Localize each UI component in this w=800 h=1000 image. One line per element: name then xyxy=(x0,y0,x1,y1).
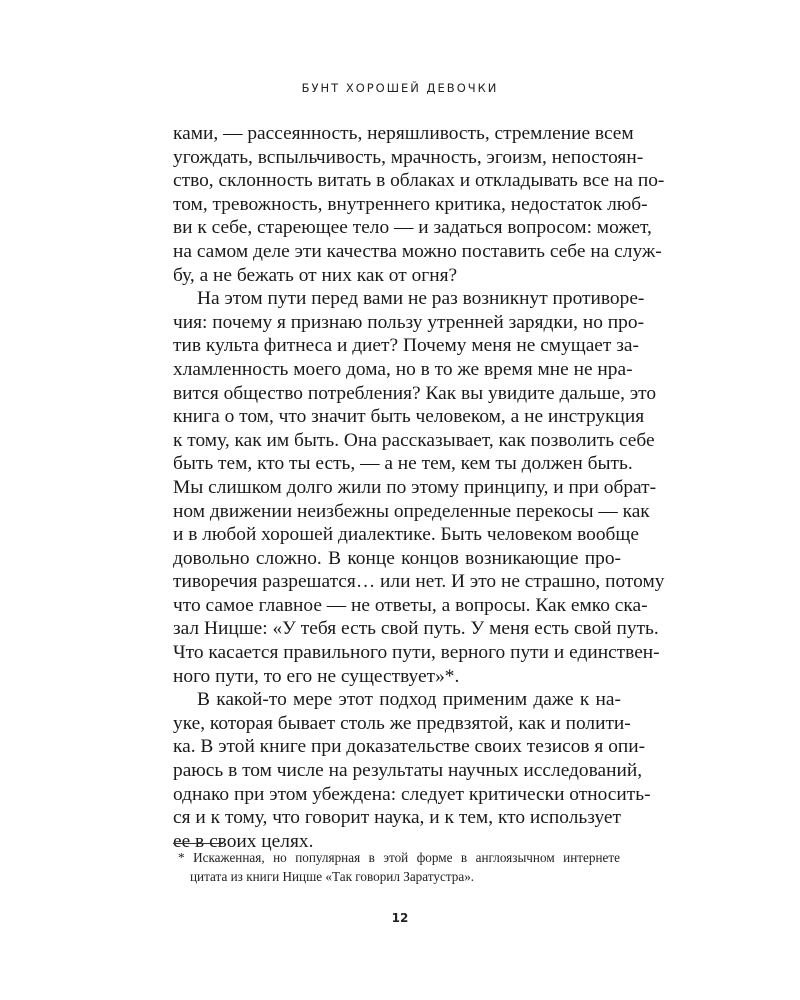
text-line: однако при этом убеждена: следует критически относить- xyxy=(173,783,651,805)
text-line: тиворечия разрешатся… или нет. И это не страшно, потому xyxy=(173,571,665,593)
text-line: ка. В этой книге при доказательстве своих тезисов я опи- xyxy=(173,736,646,758)
running-title: БУНТ ХОРОШЕЙ ДЕВОЧКИ xyxy=(301,81,499,95)
footnote xyxy=(178,848,620,886)
text-line: тив культа фитнеса и диет? Почему меня не смущает за- xyxy=(173,335,639,357)
text-line: и в любой хорошей диалектике. Быть человеком вообще xyxy=(173,524,639,546)
text-line: ном движении неизбежны определенные перекосы — как xyxy=(173,500,650,522)
text-line: хламленность моего дома, но в то же время мне не нра- xyxy=(173,358,633,380)
paragraph-start: На этом пути перед вами не раз возникнут противоре- xyxy=(197,288,645,310)
page-number: 12 xyxy=(391,911,409,925)
text-line: вится общество потребления? Как вы увидите дальше, это xyxy=(173,382,657,404)
text-line: на самом деле эти качества можно поставить себе на служ- xyxy=(173,240,662,262)
text-line: Мы слишком долго жили по этому принципу, и при обрат- xyxy=(173,476,657,498)
text-line: к тому, как им быть. Она рассказывает, как позволить себе xyxy=(173,429,655,451)
text-line: ся и к тому, что говорит наука, и к тем, кто использует xyxy=(173,807,621,829)
footnote-divider xyxy=(173,843,223,844)
text-line: что самое главное — не ответы, а вопросы. Как емко ска- xyxy=(173,594,648,616)
text-line: ного пути, то его не существует»*. xyxy=(173,665,460,687)
text-line: угождать, вспыльчивость, мрачность, эгоизм, непостоян- xyxy=(173,146,644,168)
footnote-line: * Искаженная, но популярная в этой форме в англоязычном интернете xyxy=(178,850,620,865)
paragraph-start: В какой-то мере этот подход применим даже к на- xyxy=(197,689,621,711)
text-line: бу, а не бежать от них как от огня? xyxy=(173,264,458,286)
text-line: книга о том, что значит быть человеком, а не инструкция xyxy=(173,406,645,428)
text-line: зал Ницше: «У тебя есть свой путь. У меня есть свой путь. xyxy=(173,618,659,640)
text-line: раюсь в том числе на результаты научных исследований, xyxy=(173,760,643,782)
text-line: довольно сложно. В конце концов возникающие про- xyxy=(173,547,621,569)
text-line: ви к себе, стареющее тело — и задаться вопросом: может, xyxy=(173,217,652,239)
text-line: том, тревожность, внутреннего критика, недостаток люб- xyxy=(173,193,648,215)
text-line: быть тем, кто ты есть, — а не тем, кем ты должен быть. xyxy=(173,453,633,475)
text-line: ками, — рассеянность, неряшливость, стремление всем xyxy=(173,123,634,144)
footnote-line: цитата из книги Ницше «Так говорил Заратустра». xyxy=(190,869,475,884)
text-line: чия: почему я признаю пользу утренней зарядки, но про- xyxy=(173,311,645,333)
body-text xyxy=(173,122,665,853)
text-line: ее в своих целях. xyxy=(173,830,314,852)
text-line: уке, которая бывает столь же предвзятой, как и полити- xyxy=(173,712,631,734)
text-line: Что касается правильного пути, верного пути и единствен- xyxy=(173,642,660,664)
text-line: ство, склонность витать в облаках и откладывать все на по- xyxy=(173,170,665,192)
